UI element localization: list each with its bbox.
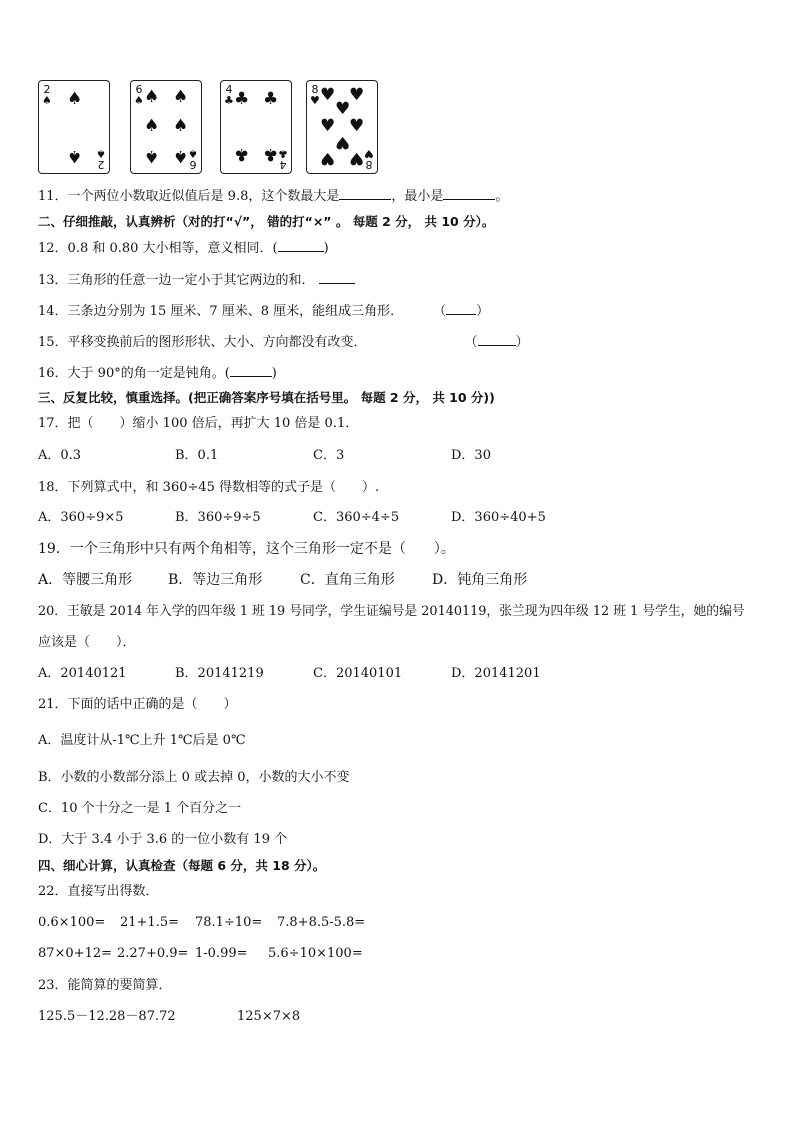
q19-option-a[interactable]: A．等腰三角形 [38, 572, 133, 588]
q20-option-c[interactable]: C．20140101 [313, 666, 403, 681]
answer-blank[interactable] [478, 333, 516, 346]
question-19: 19．一个三角形中只有两个角相等，这个三角形一定不是（ ）。 [38, 541, 455, 557]
playing-cards [38, 80, 398, 176]
question-20-continued: 应该是（ ）． [38, 635, 136, 650]
q21-option-a[interactable]: A．温度计从-1℃上升 1℃后是 0℃ [38, 733, 246, 748]
question-13: 13．三角形的任意一边一定小于其它两边的和． [38, 271, 355, 290]
q19-option-c[interactable]: C．直角三角形 [300, 572, 395, 588]
q17-option-d[interactable]: D．30 [451, 448, 491, 463]
card-6-spades: 6 ♠ ♠ ♠ ♠ ♠ ♠ ♠ 6 ♠ [130, 80, 202, 174]
answer-blank[interactable] [230, 364, 272, 377]
section-2-heading: 二、仔细推敲，认真辨析（对的打“√”， 错的打“×” 。 每题 2 分， 共 10 分）。 [38, 214, 495, 229]
calc-item: 7.8+8.5-5.8= [277, 915, 366, 930]
heart-icon: ♥ [335, 99, 351, 119]
heart-icon: ♥ [320, 116, 336, 136]
question-18: 18．下列算式中，和 360÷45 得数相等的式子是（ ）. [38, 480, 380, 495]
spade-icon: ♠ [67, 89, 83, 109]
heart-icon: ♥ [349, 116, 365, 136]
q21-option-c[interactable]: C．10 个十分之一是 1 个百分之一 [38, 801, 242, 816]
section-4-heading: 四、细心计算，认真检查（每题 6 分，共 18 分）。 [38, 858, 326, 873]
spade-icon: ♠ [144, 87, 160, 107]
section-3-heading: 三、反复比较，慎重选择。(把正确答案序号填在括号里。 每题 2 分， 共 10 分)) [38, 390, 495, 405]
calc-item: 87×0+12= [38, 946, 113, 961]
answer-blank[interactable] [443, 187, 495, 200]
club-icon: ♣ [234, 144, 250, 164]
simplify-item: 125.5－12.28－87.72 [38, 1009, 176, 1024]
q17-option-a[interactable]: A．0.3 [38, 448, 82, 463]
calc-item: 0.6×100= [38, 915, 106, 930]
spade-icon: ♠ [173, 116, 189, 136]
heart-icon: ♥ [320, 85, 336, 105]
club-icon: ♣ [263, 89, 279, 109]
question-23: 23．能简算的要简算． [38, 978, 172, 993]
calc-item: 2.27+0.9= [117, 946, 189, 961]
question-15: 15．平移变换前后的图形形状、大小、方向都没有改变． （ ） [38, 335, 529, 350]
question-22: 22．直接写出得数． [38, 884, 159, 899]
answer-blank[interactable] [446, 302, 476, 315]
question-17: 17．把（ ）缩小 100 倍后，再扩大 10 倍是 0.1． [38, 416, 359, 431]
q20-option-b[interactable]: B．20141219 [175, 666, 264, 681]
card-8-hearts: 8 ♥ ♥ ♥ ♥ ♥ ♥ ♥ ♥ ♥ 8 ♥ [306, 80, 378, 174]
answer-blank[interactable] [339, 187, 391, 200]
calc-item: 21+1.5= [120, 915, 180, 930]
calc-item: 78.1÷10= [195, 915, 263, 930]
calc-item: 5.6÷10×100= [268, 946, 363, 961]
heart-icon: ♥ [349, 85, 365, 105]
question-21: 21．下面的话中正确的是（ ） [38, 697, 237, 712]
q17-option-b[interactable]: B．0.1 [175, 448, 219, 463]
card-2-spades: 2 ♠ ♠ ♠ 2 ♠ [38, 80, 110, 174]
club-icon: ♣ [234, 89, 250, 109]
heart-icon: ♥ [335, 132, 351, 152]
q19-option-d[interactable]: D．钝角三角形 [432, 572, 528, 588]
question-16: 16．大于 90°的角一定是钝角。( ) [38, 366, 277, 381]
question-20: 20．王敏是 2014 年入学的四年级 1 班 19 号同学，学生证编号是 20140119，张兰现为四年级 12 班 1 号学生，她的编号 [38, 604, 745, 619]
answer-blank[interactable] [278, 239, 324, 252]
spade-icon: ♠ [144, 146, 160, 166]
card-4-clubs: 4 ♣ ♣ ♣ ♣ ♣ 4 ♣ [220, 80, 292, 174]
question-12: 12．0.8 和 0.80 大小相等，意义相同．( ) [38, 241, 329, 256]
q18-option-d[interactable]: D．360÷40+5 [451, 510, 546, 525]
question-14: 14．三条边分别为 15 厘米、7 厘米、8 厘米，能组成三角形． （ ） [38, 304, 490, 319]
q21-option-b[interactable]: B．小数的小数部分添上 0 或去掉 0，小数的大小不变 [38, 770, 350, 785]
q17-option-c[interactable]: C．3 [313, 448, 345, 463]
q18-option-c[interactable]: C．360÷4÷5 [313, 510, 400, 525]
simplify-item: 125×7×8 [237, 1009, 301, 1024]
spade-icon: ♠ [67, 146, 83, 166]
heart-icon: ♥ [320, 148, 336, 168]
spade-icon: ♠ [173, 146, 189, 166]
q21-option-d[interactable]: D．大于 3.4 小于 3.6 的一位小数有 19 个 [38, 832, 288, 847]
answer-blank[interactable] [319, 271, 355, 284]
calc-item: 1-0.99= [195, 946, 248, 961]
spade-icon: ♠ [173, 87, 189, 107]
spade-icon: ♠ [144, 116, 160, 136]
q20-option-d[interactable]: D．20141201 [451, 666, 541, 681]
q18-option-b[interactable]: B．360÷9÷5 [175, 510, 261, 525]
club-icon: ♣ [263, 144, 279, 164]
q20-option-a[interactable]: A．20140121 [38, 666, 127, 681]
question-11: 11．一个两位小数取近似值后是 9.8，这个数最大是 ，最小是 。 [38, 189, 509, 204]
heart-icon: ♥ [349, 148, 365, 168]
q19-option-b[interactable]: B．等边三角形 [168, 572, 263, 588]
q18-option-a[interactable]: A．360÷9×5 [38, 510, 124, 525]
